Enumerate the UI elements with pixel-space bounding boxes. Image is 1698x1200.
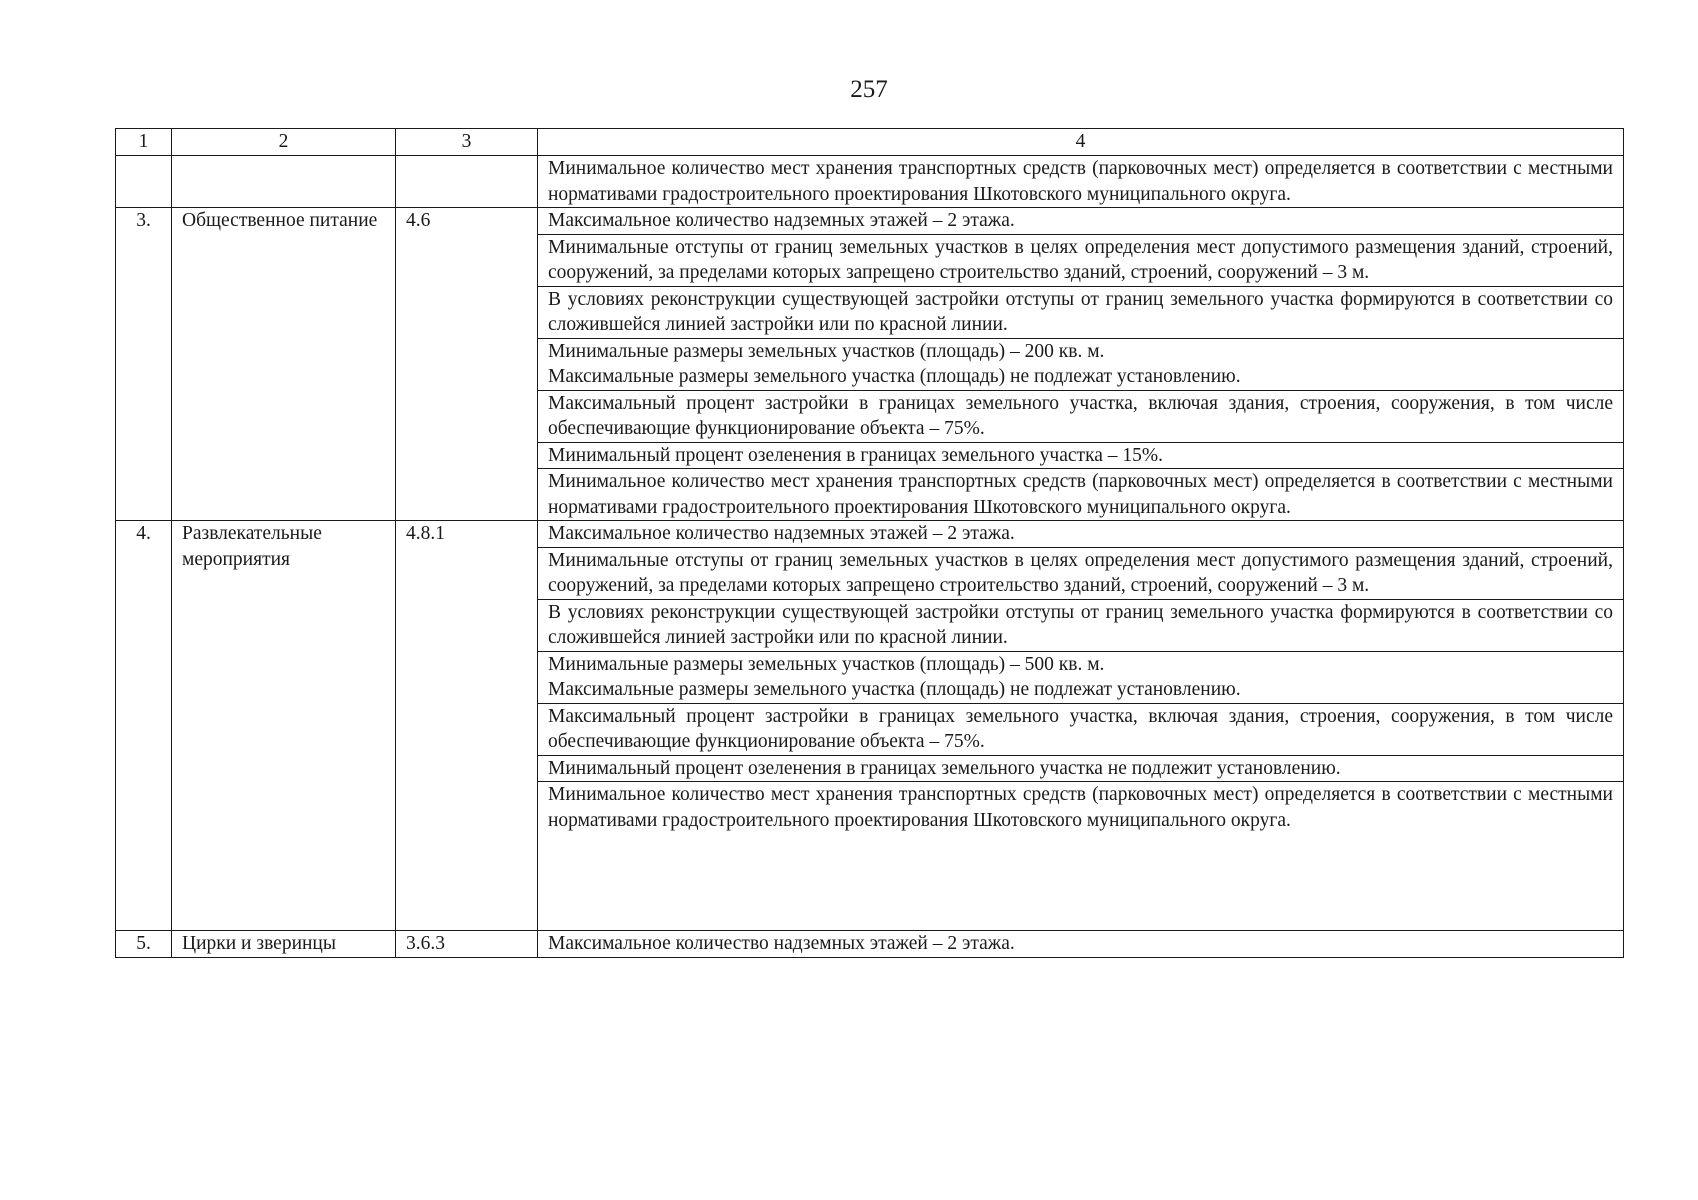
code-cell: 4.8.1 <box>396 521 538 931</box>
parameter-cell: Максимальное количество надземных этажей – 2 этажа. <box>538 521 1624 548</box>
parameter-cell <box>538 651 1624 703</box>
continuation-row <box>116 156 1624 208</box>
parameter-cell: Минимальное количество мест хранения транспортных средств (парковочных мест) определяется в соответствии с местными нормативами градостроительного проектирования Шкотовского муниципального округа. <box>538 156 1624 208</box>
header-cell: 1 <box>116 129 172 156</box>
parameter-cell: Максимальное количество надземных этажей – 2 этажа. <box>538 208 1624 235</box>
header-cell: 4 <box>538 129 1624 156</box>
page-number: 257 <box>850 76 888 103</box>
number-cell: 5. <box>116 931 172 958</box>
name-cell: Общественное питание <box>172 208 396 521</box>
code-cell <box>396 156 538 208</box>
parameter-cell: Максимальный процент застройки в границах земельного участка, включая здания, строения, сооружения, в том числе обеспечивающие функционирование объекта – 75%. <box>538 390 1624 442</box>
parameter-cell: Минимальное количество мест хранения транспортных средств (парковочных мест) определяется в соответствии с местными нормативами градостроительного проектирования Шкотовского муниципального округа. <box>538 782 1624 931</box>
parameter-cell: Минимальные отступы от границ земельных участков в целях определения мест допустимого размещения зданий, строений, сооружений, за пределами которых запрещено строительство зданий, строений, сооружений – 3 м. <box>538 547 1624 599</box>
parameter-cell: Максимальный процент застройки в границах земельного участка, включая здания, строения, сооружения, в том числе обеспечивающие функционирование объекта – 75%. <box>538 703 1624 755</box>
parameter-cell: Максимальное количество надземных этажей – 2 этажа. <box>538 931 1624 958</box>
table-row <box>116 931 1624 958</box>
table-row <box>116 208 1624 235</box>
parameter-cell: Минимальные отступы от границ земельных участков в целях определения мест допустимого размещения зданий, строений, сооружений, за пределами которых запрещено строительство зданий, строений, сооружений – 3 м. <box>538 234 1624 286</box>
table-header-row <box>116 129 1624 156</box>
parameter-cell: Минимальное количество мест хранения транспортных средств (парковочных мест) определяется в соответствии с местными нормативами градостроительного проектирования Шкотовского муниципального округа. <box>538 469 1624 521</box>
code-cell: 3.6.3 <box>396 931 538 958</box>
name-cell: Развлекательные мероприятия <box>172 521 396 931</box>
regulations-table <box>115 128 1624 958</box>
number-cell <box>116 156 172 208</box>
parameter-line: Минимальные размеры земельных участков (площадь) – 500 кв. м. <box>548 653 1105 675</box>
header-cell: 2 <box>172 129 396 156</box>
parameter-cell <box>538 338 1624 390</box>
number-cell: 4. <box>116 521 172 931</box>
parameter-line: Минимальные размеры земельных участков (площадь) – 200 кв. м. <box>548 340 1105 362</box>
parameter-cell: Минимальный процент озеленения в границах земельного участка не подлежит установлению. <box>538 755 1624 782</box>
parameter-line: Максимальные размеры земельного участка (площадь) не подлежат установлению. <box>548 679 1241 700</box>
parameter-line: Максимальные размеры земельного участка (площадь) не подлежат установлению. <box>548 366 1241 387</box>
code-cell: 4.6 <box>396 208 538 521</box>
name-cell: Цирки и зверинцы <box>172 931 396 958</box>
number-cell: 3. <box>116 208 172 521</box>
header-cell: 3 <box>396 129 538 156</box>
parameter-cell: В условиях реконструкции существующей застройки отступы от границ земельного участка формируются в соответствии со сложившейся линией застройки или по красной линии. <box>538 286 1624 338</box>
parameter-cell: В условиях реконструкции существующей застройки отступы от границ земельного участка формируются в соответствии со сложившейся линией застройки или по красной линии. <box>538 599 1624 651</box>
parameter-cell: Минимальный процент озеленения в границах земельного участка – 15%. <box>538 442 1624 469</box>
table-row <box>116 521 1624 548</box>
name-cell <box>172 156 396 208</box>
